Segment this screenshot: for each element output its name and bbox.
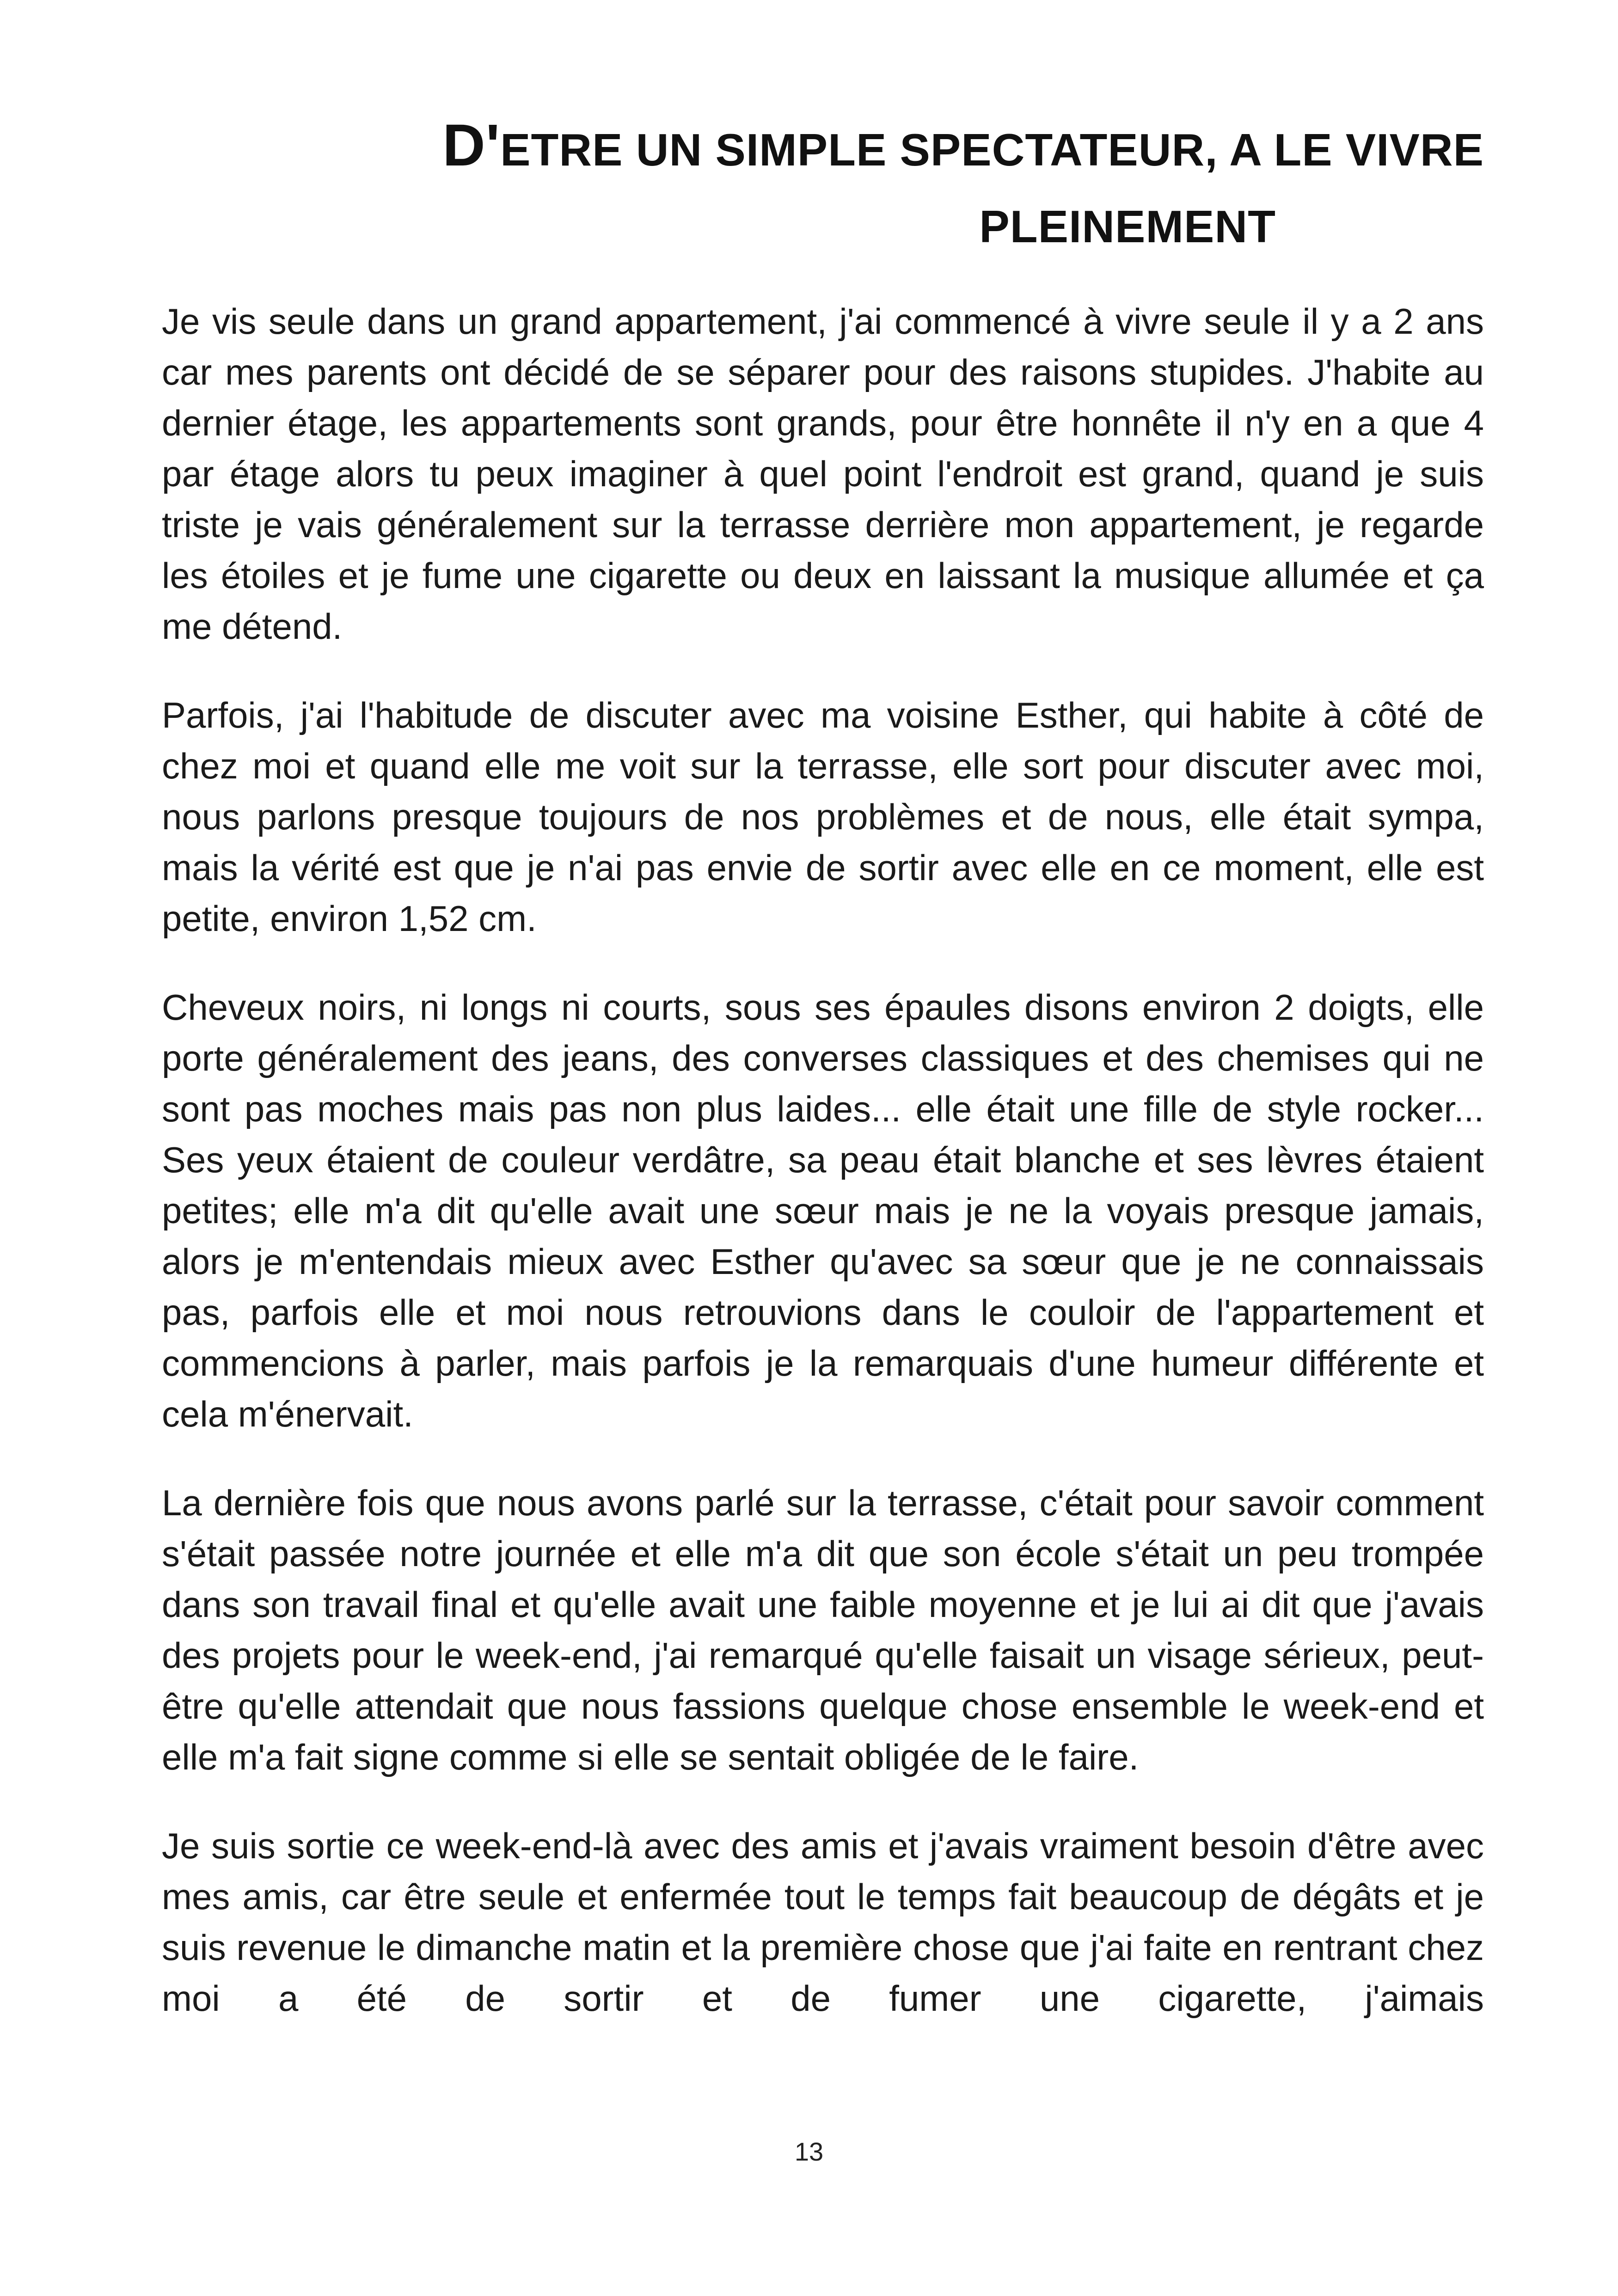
paragraph-5: Je suis sortie ce week-end-là avec des amis et j'avais vraiment besoin d'être avec mes amis, car être seule et enfermée tout le temps fait beaucoup de dégâts et je suis revenue le dimanche matin et la première chose que j'ai faite en rentrant chez moi a été de sortir et de fumer une cigarette, j'aimais	[162, 1825, 1484, 2019]
chapter-title-line-2: PLEINEMENT	[979, 201, 1276, 252]
chapter-title-line-1-text: ETRE UN SIMPLE SPECTATEUR, A LE VIVRE	[500, 124, 1484, 175]
body-text	[162, 296, 1484, 2024]
page-number: 13	[794, 2137, 824, 2166]
chapter-title-initial: D'	[442, 112, 501, 178]
chapter-title-line-1	[157, 112, 1489, 196]
paragraph-1: Je vis seule dans un grand appartement, j'ai commencé à vivre seule il y a 2 ans car mes parents ont décidé de se séparer pour des raisons stupides. J'habite au dernier étage, les appartements sont grands, pour être honnête il n'y en a que 4 par étage alors tu peux imaginer à quel point l'endroit est grand, quand je suis triste je vais généralement sur la terrasse derrière mon appartement, je regarde les étoiles et je fume une cigarette ou deux en laissant la musique allumée et ça me détend.	[162, 301, 1484, 647]
paragraph-4: La dernière fois que nous avons parlé sur la terrasse, c'était pour savoir comment s'était passée notre journée et elle m'a dit que son école s'était un peu trompée dans son travail final et qu'elle avait une faible moyenne et je lui ai dit que j'avais des projets pour le week-end, j'ai remarqué qu'elle faisait un visage sérieux, peut-être qu'elle attendait que nous fassions quelque chose ensemble le week-end et elle m'a fait signe comme si elle se sentait obligée de le faire.	[162, 1482, 1484, 1777]
paragraph-2: Parfois, j'ai l'habitude de discuter avec ma voisine Esther, qui habite à côté de chez moi et quand elle me voit sur la terrasse, elle sort pour discuter avec moi, nous parlons presque toujours de nos problèmes et de nous, elle était sympa, mais la vérité est que je n'ai pas envie de sortir avec elle en ce moment, elle est petite, environ 1,52 cm.	[162, 695, 1484, 939]
paragraph-3: Cheveux noirs, ni longs ni courts, sous ses épaules disons environ 2 doigts, elle porte généralement des jeans, des converses classiques et des chemises qui ne sont pas moches mais pas non plus laides... elle était une fille de style rocker... Ses yeux étaient de couleur verdâtre, sa peau était blanche et ses lèvres étaient petites; elle m'a dit qu'elle avait une sœur mais je ne la voyais presque jamais, alors je m'entendais mieux avec Esther qu'avec sa sœur que je ne connaissais pas, parfois elle et moi nous retrouvions dans le couloir de l'appartement et commencions à parler, mais parfois je la remarquais d'une humeur différente et cela m'énervait.	[162, 987, 1484, 1434]
chapter-title	[157, 112, 1489, 257]
